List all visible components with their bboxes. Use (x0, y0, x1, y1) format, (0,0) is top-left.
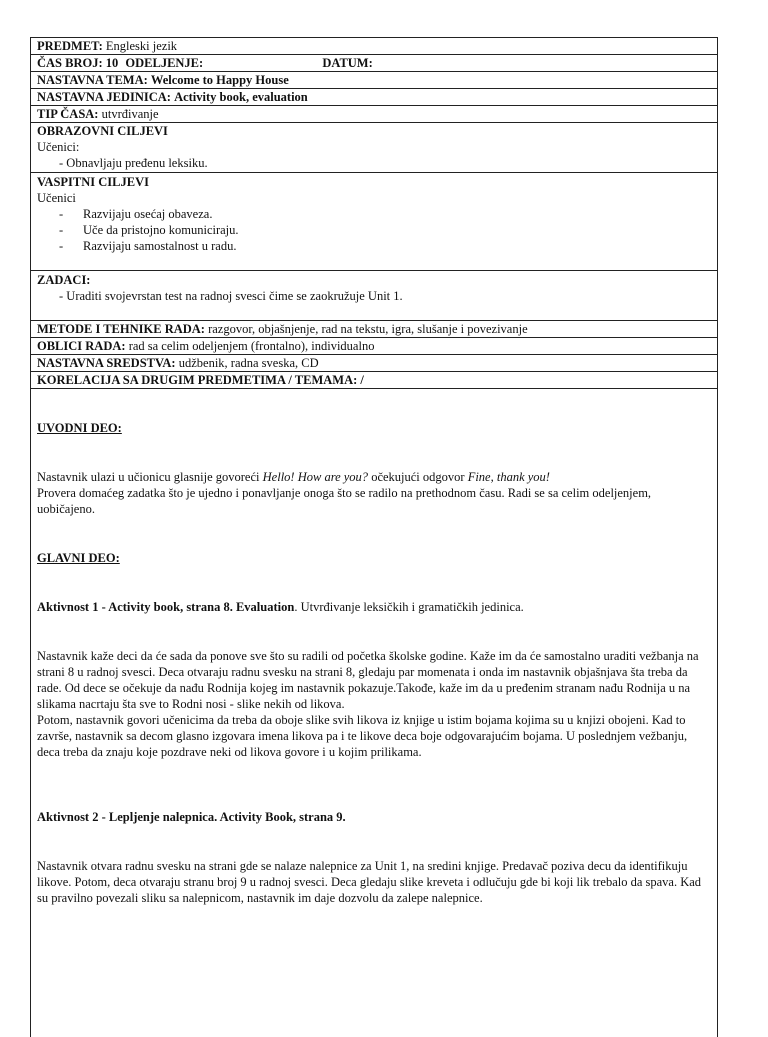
oblici-value: rad sa celim odeljenjem (frontalno), individualno (128, 339, 375, 353)
list-item: - Razvijaju samostalnost u radu. (59, 239, 237, 253)
metode-row (31, 321, 717, 338)
korelacija-row (31, 372, 717, 389)
obrazovni-intro: Učenici: (37, 140, 80, 154)
aktivnost-2-title: Aktivnost 2 - Lepljenje nalepnica. Activity Book, strana 9. (37, 810, 346, 824)
tema-row (31, 72, 717, 89)
predmet-row (31, 38, 717, 55)
tip-value: utvrđivanje (101, 107, 159, 121)
metode-label: METODE I TEHNIKE RADA: (37, 322, 205, 336)
glavni-heading: GLAVNI DEO: (37, 551, 120, 565)
aktivnost-1-paragraph-2: Potom, nastavnik govori učenicima da treba da oboje slike svih likova iz knjige u istim bojama kojima su u knjizi obojeni. Kad to završe, nastavnik sa decom glasno izgovara imena likova pa i te likove deca boje odgovarajućim bojama. U poslednjem vežbanju, deca treba da znaju koje pozdrave neki od likova govore i u kojim prilikama. (37, 713, 688, 759)
vaspitni-list (37, 206, 711, 254)
lesson-plan-document (30, 37, 718, 1037)
sredstva-value: udžbenik, radna sveska, CD (178, 356, 319, 370)
obrazovni-item: - Obnavljaju pređenu leksiku. (59, 156, 208, 170)
tema-value: Welcome to Happy House (150, 73, 289, 87)
predmet-value: Engleski jezik (105, 39, 178, 53)
tip-label: TIP ČASA: (37, 107, 99, 121)
oblici-row (31, 338, 717, 355)
list-item: - Razvijaju osećaj obaveza. (59, 207, 213, 221)
aktivnost-1-title: Aktivnost 1 - Activity book, strana 8. Evaluation. Utvrđivanje leksičkih i gramatičkih jedinica. (37, 600, 524, 614)
oblici-label: OBLICI RADA: (37, 339, 126, 353)
korelacija-label: KORELACIJA SA DRUGIM PREDMETIMA / TEMAMA: / (37, 373, 364, 387)
zadaci-title: ZADACI: (37, 273, 91, 287)
cas-value: 10 (105, 56, 119, 70)
cas-row (31, 55, 717, 72)
cas-label: ČAS BROJ: (37, 56, 103, 70)
lesson-body (31, 389, 717, 906)
jedinica-row (31, 89, 717, 106)
uvodni-paragraph-2: Provera domaćeg zadatka što je ujedno i ponavljanje onoga što se radilo na prethodnom času. Radi se sa celim odeljenjem, uobičajeno. (37, 486, 652, 516)
datum-label: DATUM: (322, 56, 373, 70)
uvodni-paragraph-1: Nastavnik ulazi u učionicu glasnije govoreći Hello! How are you? očekujući odgovor Fine, thank you! (37, 470, 550, 484)
tip-row (31, 106, 717, 123)
list-item: - Uče da pristojno komuniciraju. (59, 223, 239, 237)
obrazovni-ciljevi-section (31, 123, 717, 173)
aktivnost-2-paragraph-1: Nastavnik otvara radnu svesku na strani gde se nalaze nalepnice za Unit 1, na sredini knjige. Predavač poziva decu da identifikuju likove. Potom, deca otvaraju stranu broj 9 u radnoj svesci. Deca gledaju slike kreveta i odlučuju gde bi koji lik trebalo da spava. Kad su pravilno povezali sliku sa nalepnicom, nastavnik im daje dozvolu da zalepe nalepnice. (37, 859, 702, 905)
tema-label: NASTAVNA TEMA: (37, 73, 148, 87)
aktivnost-1-paragraph-1: Nastavnik kaže deci da će sada da ponove sve što su radili od početka školske godine. Kaže im da će samostalno uraditi vežbanja na strani 8 u radnoj svesci. Deca otvaraju radnu svesku na strani 8, gledaju par momenata i onda im nastavnik objašnjava šta treba da rade. Od dece se očekuje da nađu Rodnija kojeg im nastavnik pokazuje.Takođe, kaže im da u pređenim stranam nađu Rodnija u na slikama nacrtaju šta sve to Rodni nosi - slike nekih od likova. (37, 649, 699, 711)
predmet-label: PREDMET: (37, 39, 103, 53)
vaspitni-intro: Učenici (37, 191, 76, 205)
zadaci-item: - Uraditi svojevrstan test na radnoj svesci čime se zaokružuje Unit 1. (59, 289, 403, 303)
sredstva-row (31, 355, 717, 372)
vaspitni-title: VASPITNI CILJEVI (37, 175, 149, 189)
sredstva-label: NASTAVNA SREDSTVA: (37, 356, 176, 370)
jedinica-value: Activity book, evaluation (174, 90, 308, 104)
vaspitni-ciljevi-section (31, 173, 717, 271)
obrazovni-title: OBRAZOVNI CILJEVI (37, 124, 168, 138)
metode-value: razgovor, objašnjenje, rad na tekstu, igra, slušanje i povezivanje (208, 322, 528, 336)
odeljenje-label: ODELJENJE: (125, 56, 204, 70)
uvodni-heading: UVODNI DEO: (37, 421, 122, 435)
jedinica-label: NASTAVNA JEDINICA: (37, 90, 171, 104)
zadaci-section (31, 271, 717, 321)
